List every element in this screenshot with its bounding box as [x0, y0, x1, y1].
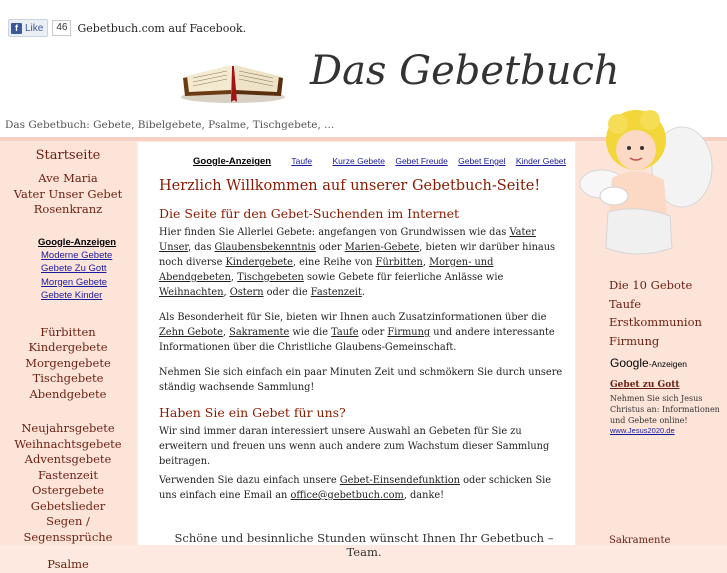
text: sowie Gebete für feierliche Anlässe wie: [303, 272, 504, 283]
link-fuerbitten[interactable]: Fürbitten: [375, 257, 423, 268]
nav-morgengebete[interactable]: Morgengebete: [25, 355, 111, 370]
link-weihnachten[interactable]: Weihnachten: [159, 287, 224, 298]
nav-abendgebete[interactable]: Abendgebete: [29, 386, 107, 401]
link-firmung[interactable]: Firmung: [387, 327, 431, 338]
facebook-text: Gebetbuch.com auf Facebook.: [77, 21, 247, 35]
submit-paragraph: [159, 473, 569, 503]
nav-fuerbitten[interactable]: Fürbitten: [40, 324, 96, 339]
text: oder: [358, 327, 388, 338]
facebook-widget: [8, 19, 246, 37]
text: oder: [315, 242, 345, 253]
closing-text: Schöne und besinnliche Stunden wünscht Ihnen Ihr Gebetbuch – Team.: [174, 531, 554, 559]
left-google-ads: [38, 236, 136, 303]
right-ad-url[interactable]: www.Jesus2020.de: [610, 426, 675, 435]
top-google-ads: [193, 156, 574, 167]
text: wie die: [289, 327, 332, 338]
nav-segen[interactable]: Segen / Segenssprüche: [23, 514, 113, 544]
nav-erstkommunion[interactable]: Erstkommunion: [609, 315, 702, 329]
right-google-ad: [610, 356, 720, 435]
ad-link-taufe[interactable]: Taufe: [291, 156, 313, 166]
special-paragraph: [159, 310, 569, 355]
ad-link-gebete-zu-gott[interactable]: Gebete Zu Gott: [41, 263, 107, 274]
text: Als Besonderheit für Sie, bieten wir Ihnen auch Zusatzinformationen über die: [159, 312, 547, 323]
nav-startseite[interactable]: Startseite: [35, 148, 101, 163]
ad-link-gebet-freude[interactable]: Gebet Freude: [395, 156, 448, 166]
google-logo-text: Google: [610, 356, 649, 370]
nav-ave-maria[interactable]: Ave Maria: [38, 171, 98, 185]
link-gebet-einsendefunktion[interactable]: Gebet-Einsendefunktion: [339, 475, 460, 486]
nav-neujahrsgebete[interactable]: Neujahrsgebete: [21, 421, 115, 435]
link-email[interactable]: office@gebetbuch.com: [290, 490, 404, 501]
text: Verwenden Sie dazu einfach unsere: [159, 475, 340, 486]
main-content: [138, 142, 575, 559]
link-zehn-gebote[interactable]: Zehn Gebote: [159, 327, 223, 338]
site-title: Das Gebetbuch: [310, 48, 620, 94]
ads-label: -Anzeigen: [648, 359, 687, 369]
link-glaubensbekenntnis[interactable]: Glaubensbekenntnis: [214, 242, 316, 253]
text: .: [361, 287, 365, 298]
right-ad-body: Nehmen Sie sich Jesus Christus an: Informationen und Gebete online!: [610, 394, 720, 425]
intro-paragraph: [159, 225, 569, 300]
section-title-gebet-fuer-uns: Haben Sie ein Gebet für uns?: [159, 405, 346, 420]
link-tischgebete[interactable]: Tischgebeten: [237, 272, 304, 283]
google-ads-header[interactable]: Google-Anzeigen: [38, 236, 117, 248]
nav-kindergebete[interactable]: Kindergebete: [28, 340, 108, 354]
ad-link-kurze-gebete[interactable]: Kurze Gebete: [332, 156, 385, 166]
link-kindergebete[interactable]: Kindergebete: [225, 257, 293, 268]
facebook-like-count: 46: [52, 20, 71, 36]
nav-taufe[interactable]: Taufe: [609, 296, 642, 311]
text: , eine Reihe von: [292, 257, 376, 268]
tagline: Das Gebetbuch: Gebete, Bibelgebete, Psalme, Tischgebete, ...: [5, 119, 335, 131]
nav-tischgebete[interactable]: Tischgebete: [32, 371, 104, 385]
facebook-icon: f: [11, 23, 22, 34]
ad-link-moderne-gebete[interactable]: Moderne Gebete: [41, 249, 113, 261]
text: Hier finden Sie Allerlei Gebete: angefangen von Grundwissen wie das: [159, 227, 510, 238]
nav-vater-unser[interactable]: Vater Unser Gebet: [13, 186, 123, 201]
nav-gebetslieder[interactable]: Gebetslieder: [30, 498, 106, 513]
section-title-gebet-suchende: Die Seite für den Gebet-Suchenden im Internet: [159, 206, 460, 221]
nav-rosenkranz[interactable]: Rosenkranz: [33, 202, 103, 216]
text: und andere interessante Informationen über die Christliche Glaubens-Gemeinschaft.: [159, 327, 555, 353]
ad-link-gebet-engel[interactable]: Gebet Engel: [458, 156, 506, 166]
nav-sakramente[interactable]: Sakramente: [609, 535, 671, 546]
link-morgen-abendgebete[interactable]: Morgen- und Abendgebeten: [159, 257, 494, 283]
text: , das: [188, 242, 215, 253]
ad-link-morgen-gebete[interactable]: Morgen Gebete: [41, 276, 108, 288]
text: , bieten wir darüber hinaus noch diverse: [159, 242, 556, 268]
facebook-like-label: Like: [25, 22, 44, 34]
browse-paragraph: Nehmen Sie sich einfach ein paar Minuten Zeit und schmökern Sie durch unsere ständig wachsende Sammlung!: [159, 367, 563, 393]
nav-adventsgebete[interactable]: Adventsgebete: [24, 452, 112, 466]
text: ,: [422, 257, 430, 268]
nav-psalme[interactable]: Psalme: [47, 557, 89, 571]
link-ostern[interactable]: Ostern: [229, 287, 264, 298]
page-heading: Herzlich Willkommen auf unserer Gebetbuch-Seite!: [159, 178, 541, 194]
right-ad-title[interactable]: Gebet zu Gott: [610, 380, 680, 390]
left-navigation: [0, 142, 136, 571]
nav-weihnachtsgebete[interactable]: Weihnachtsgebete: [14, 436, 122, 451]
nav-fastenzeit[interactable]: Fastenzeit: [38, 467, 98, 482]
ad-link-gebete-kinder[interactable]: Gebete Kinder: [41, 290, 103, 301]
prayer-book-icon: [177, 52, 289, 104]
contribute-paragraph: Wir sind immer daran interessiert unsere Auswahl an Gebeten für Sie zu erweitern und freuen uns wenn auch andere zum Wachstum dieser Sammlung beitragen.: [159, 426, 550, 467]
right-ad-header: [610, 356, 720, 370]
nav-ostergebete[interactable]: Ostergebete: [31, 483, 104, 497]
angel-icon: [578, 92, 718, 262]
facebook-like-button[interactable]: [8, 19, 48, 37]
google-ads-header-top[interactable]: Google-Anzeigen: [193, 156, 272, 167]
link-marien-gebete[interactable]: Marien-Gebete: [344, 242, 420, 253]
link-fastenzeit[interactable]: Fastenzeit: [310, 287, 362, 298]
text: ,: [222, 327, 230, 338]
text: ,: [230, 272, 238, 283]
link-sakramente[interactable]: Sakramente: [229, 327, 290, 338]
text: oder die: [263, 287, 311, 298]
ad-link-kinder-gebet[interactable]: Kinder Gebet: [515, 156, 566, 166]
text: oder schicken Sie uns einfach eine Email an: [159, 475, 552, 501]
link-vater-unser[interactable]: Vater Unser: [159, 227, 536, 253]
nav-firmung[interactable]: Firmung: [609, 333, 660, 348]
text: , danke!: [403, 490, 445, 501]
text: ,: [223, 287, 230, 298]
nav-10-gebote[interactable]: Die 10 Gebote: [609, 278, 693, 292]
right-navigation: [609, 276, 702, 350]
link-taufe[interactable]: Taufe: [331, 327, 359, 338]
